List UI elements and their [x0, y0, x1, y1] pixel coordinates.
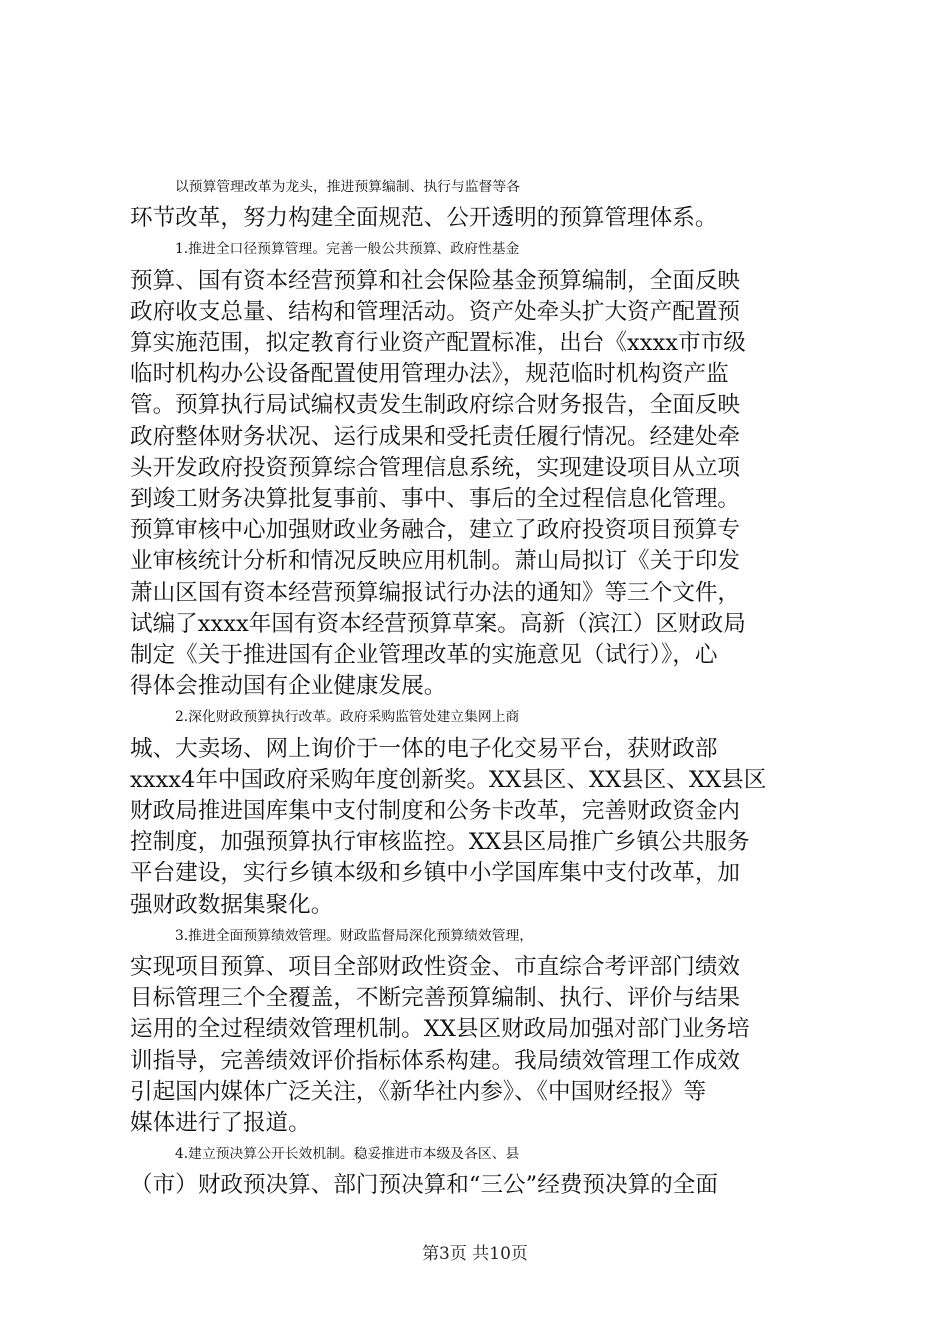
body-line: 强财政数据集聚化。	[130, 891, 334, 918]
body-line: xxxx4年中国政府采购年度创新奖。XX县区、XX县区、XX县区	[130, 766, 767, 793]
page-number-footer: 第3页 共10页	[422, 1244, 528, 1264]
body-line: 到竣工财务决算批复事前、事中、事后的全过程信息化管理。	[130, 486, 741, 512]
body-line: 试编了xxxx年国有资本经营预算草案。高新（滨江）区财政局	[130, 610, 746, 637]
body-line: 萧山区国有资本经营预算编报试行办法的通知》等三个文件，	[130, 579, 741, 606]
body-line: 训指导，完善绩效评价指标体系构建。我局绩效管理工作成效	[130, 1047, 741, 1074]
body-line: 2.深化财政预算执行改革。政府采购监管处建立集网上商	[175, 709, 520, 726]
body-line: 管。预算执行局试编权责发生制政府综合财务报告，全面反映	[130, 392, 741, 419]
body-line: 算实施范围，拟定教育行业资产配置标准，出台《xxxx市市级	[130, 330, 746, 356]
body-line: 实现项目预算、项目全部财政性资金、市直综合考评部门绩效	[130, 954, 741, 980]
body-line: 业审核统计分析和情况反映应用机制。萧山局拟订《关于印发	[130, 548, 741, 575]
body-line: 头开发政府投资预算综合管理信息系统，实现建设项目从立项	[130, 454, 741, 481]
body-line: 预算审核中心加强财政业务融合，建立了政府投资项目预算专	[130, 517, 741, 544]
body-line: 控制度，加强预算执行审核监控。XX县区局推广乡镇公共服务	[130, 829, 750, 856]
body-line: 临时机构办公设备配置使用管理办法》，规范临时机构资产监	[130, 361, 729, 388]
body-line: 3.推进全面预算绩效管理。财政监督局深化预算绩效管理，	[175, 927, 534, 944]
body-line: 政府整体财务状况、运行成果和受托责任履行情况。经建处牵	[130, 423, 741, 450]
body-line: 环节改革，努力构建全面规范、公开透明的预算管理体系。	[130, 205, 718, 232]
body-line: 政府收支总量、结构和管理活动。资产处牵头扩大资产配置预	[130, 298, 741, 325]
body-line: （市）财政预决算、部门预决算和“三公”经费预决算的全面	[130, 1172, 718, 1199]
body-line: 媒体进行了报道。	[130, 1110, 311, 1136]
body-line: 城、大卖场、网上询价于一体的电子化交易平台，获财政部	[130, 735, 718, 762]
body-line: 平台建设，实行乡镇本级和乡镇中小学国库集中支付改革，加	[130, 860, 741, 887]
body-line: 1.推进全口径预算管理。完善一般公共预算、政府性基金	[175, 241, 520, 258]
body-line: 财政局推进国库集中支付制度和公务卡改革，完善财政资金内	[130, 798, 741, 824]
body-line: 得体会推动国有企业健康发展。	[130, 673, 447, 700]
body-line: 目标管理三个全覆盖，不断完善预算编制、执行、评价与结果	[130, 985, 741, 1012]
body-line: 引起国内媒体广泛关注，《新华社内参》、《中国财经报》等	[130, 1078, 707, 1105]
body-line: 制定《关于推进国有企业管理改革的实施意见（试行）》，心	[130, 642, 718, 668]
body-line: 运用的全过程绩效管理机制。XX县区财政局加强对部门业务培	[130, 1016, 750, 1043]
body-line: 4.建立预决算公开长效机制。稳妥推进市本级及各区、县	[175, 1146, 520, 1163]
body-line: 预算、国有资本经营预算和社会保险基金预算编制，全面反映	[130, 267, 741, 294]
body-line: 以预算管理改革为龙头，推进预算编制、执行与监督等各	[175, 179, 520, 195]
